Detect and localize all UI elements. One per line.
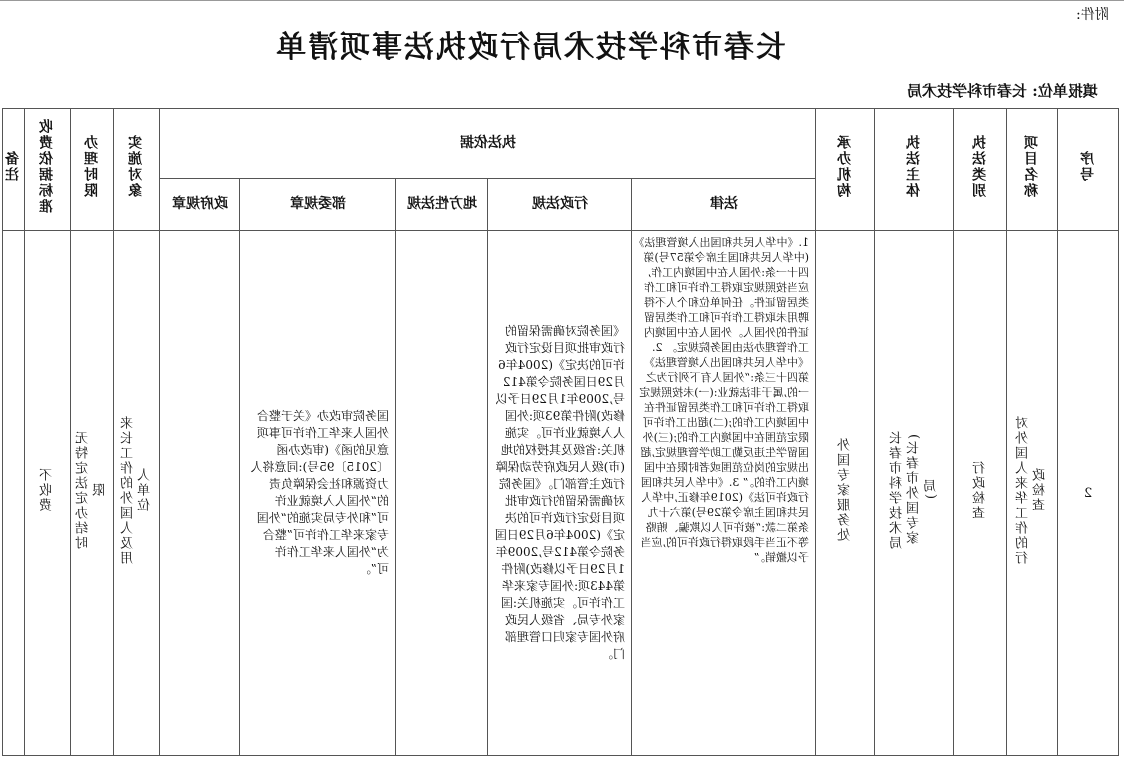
gov-rule-cell xyxy=(160,231,240,756)
category-header: 执法类别 xyxy=(954,109,1007,231)
unit-line: 填报单位: 长春市科学技术局 xyxy=(906,82,1098,100)
subject-cell: 长春市科学技术局(长春市外国专家局) xyxy=(875,231,954,756)
dept-rule-header: 部委规章 xyxy=(240,179,396,231)
law-cell: 1.《中华人民共和国出入境管理法》(中华人民共和国主席令第57号)第四十一条:外国人在中国境内工作,应当按照规定取得工作许可和工作类居留证件。任何单位和个人不得聘用未取得工作许可和工作类居留证件的外国人。外国人在中国境内工作管理办法由国务院规定。 2.《中华人民共和国出入境管理法》第四十三条:“外国人有下列行为之一的,属于非法就业:(一)未按照规定取得工作许可和工作类居留证件在中国境内工作的;(二)超出工作许可限定范围在中国境内工作的;(三)外国留学生违反勤工助学管理规定,超出规定的岗位范围或者时限在中国境内工作的。” 3.《中华人民共和国行政许可法》(2019年修正,中华人民共和国主席令第29号)第六十九条第二款:“被许可人以欺骗、贿赂等不正当手段取得行政许可的,应当予以撤销。” xyxy=(632,231,816,756)
seq-cell: 2 xyxy=(1058,231,1119,756)
admin-reg-cell: 《国务院对确需保留的行政审批项目设定行政许可的决定》(2004年6月29日国务院令第412号,2009年1月29日予以修改)附件第93项:外国人入境就业许可。实施机关:省级及其授权的地(市)级人民政府劳动保障行政主管部门。《国务院对确需保留的行政审批项目设定行政许可的决定》(2004年6月29日国务院令第412号,2009年1月29日予以修改)附件第443项:外国专家来华工作许可。实施机关:国家外专局、省级人民政府外国专家归口管理部门。 xyxy=(488,231,632,756)
local-reg-header: 地方性法规 xyxy=(396,179,488,231)
gov-rule-header: 政府规章 xyxy=(160,179,240,231)
target-header: 实施对象 xyxy=(114,109,160,231)
time-limit-header: 办理时限 xyxy=(71,109,114,231)
subject-header: 执法主体 xyxy=(875,109,954,231)
organ-header: 承办机构 xyxy=(816,109,875,231)
organ-cell: 外国专家服务处 xyxy=(816,231,875,756)
item-name-header: 项目名称 xyxy=(1007,109,1058,231)
local-reg-cell xyxy=(396,231,488,756)
fee-cell: 不收费 xyxy=(25,231,71,756)
remark-header: 备注 xyxy=(3,109,25,231)
law-header: 法律 xyxy=(632,179,816,231)
top-border xyxy=(0,0,1124,1)
dept-rule-cell: 国务院审改办《关于整合外国人来华工作许可事项意见的函》(审改办函〔2015〕95号):同意将人力资源和社会保障负责的“外国人入境就业许可”和外专局实施的“外国专家来华工作许可”整合为“外国人来华工作许可”。 xyxy=(240,231,396,756)
page-title: 长春市科学技术局行政执法事项清单 xyxy=(274,30,786,65)
attachment-label: 附件: xyxy=(1076,7,1109,23)
fee-header: 收费依据标准 xyxy=(25,109,71,231)
time-limit-cell: 无特定法定办结时限 xyxy=(71,231,114,756)
admin-reg-header: 行政法规 xyxy=(488,179,632,231)
category-cell: 行政检查 xyxy=(954,231,1007,756)
enforcement-table xyxy=(2,108,1119,756)
header-row-1 xyxy=(3,109,1119,179)
remark-cell xyxy=(3,231,25,756)
table-row xyxy=(3,231,1119,756)
item-name-cell: 对外国人来华工作的行政检查 xyxy=(1007,231,1058,756)
basis-header: 执法依据 xyxy=(160,109,816,179)
target-cell: 来长工作的外国人及用人单位 xyxy=(114,231,160,756)
seq-header: 序号 xyxy=(1058,109,1119,231)
